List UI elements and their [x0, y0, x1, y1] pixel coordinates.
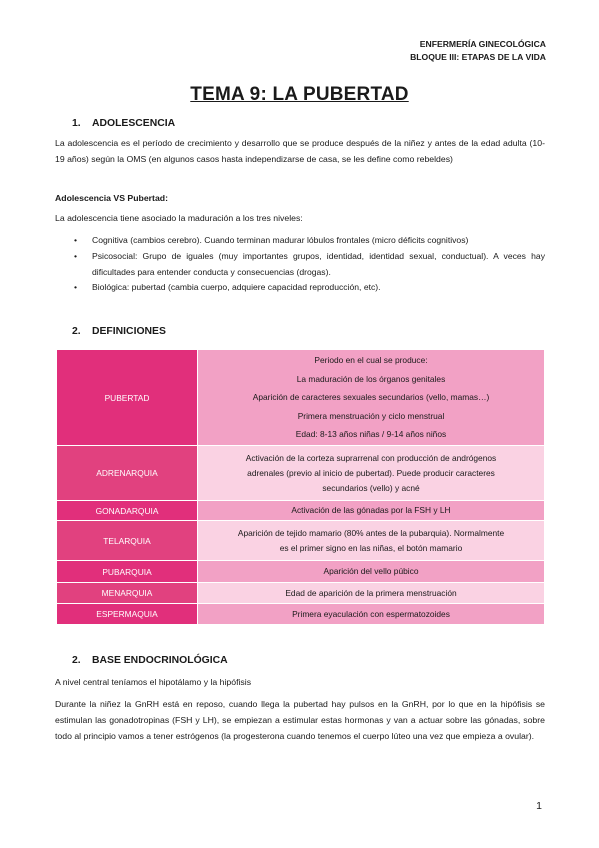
section-number: 2.	[72, 326, 81, 337]
definition-line: secundarios (vello) y acné	[322, 482, 420, 493]
definition-line: Activación de las gónadas por la FSH y LH	[291, 505, 451, 515]
list-item	[72, 233, 545, 249]
definition-line: Activación de la corteza suprarrenal con producción de andrógenos	[245, 452, 497, 463]
bullet-icon: •	[74, 282, 78, 293]
header-subject: ENFERMERÍA GINECOLÓGICA	[419, 39, 546, 49]
definition-cell	[198, 583, 545, 604]
definitions-table	[56, 349, 545, 625]
bullet-icon: •	[74, 250, 78, 261]
header-block: BLOQUE III: ETAPAS DE LA VIDA	[410, 51, 546, 62]
section-heading-adolescencia	[72, 118, 175, 129]
adolescencia-paragraph: La adolescencia es el período de crecimiento y desarrollo que se produce después de la niñez y antes de la edad adulta (10-19 años) según la OMS (en algunos casos hasta independizarse de casa, se les define como rebeldes)	[55, 138, 545, 164]
adolescencia-intro: La adolescencia tiene asociado la maduración a los tres niveles:	[55, 213, 303, 223]
table-row	[57, 521, 545, 561]
table-row	[57, 446, 545, 501]
endocrine-paragraph: Durante la niñez la GnRH está en reposo, cuando llega la pubertad hay pulsos en la GnRH, por lo que en la hipófisis se estimulan las gonadotropinas (FSH y LH), se empiezan a estimular estas hormonas y van a actuar sobre las gónadas, sobre todo al principio vamos a tener estrógenos (la progesterona cuando tenemos el cuerpo lúteo una vez que empieza a ovular).	[55, 699, 545, 741]
endocrine-intro: A nivel central teníamos el hipotálamo y la hipófisis	[55, 677, 252, 687]
definition-line: Aparición de tejido mamario (80% antes de la pubarquia). Normalmente	[237, 527, 505, 538]
term-cell: PUBARQUIA	[57, 561, 198, 583]
list-item	[72, 249, 545, 281]
definition-cell	[198, 604, 545, 625]
definition-line: Aparición del vello púbico	[323, 566, 419, 576]
definition-line: Primera eyaculación con espermatozoides	[292, 608, 450, 619]
section-heading-definiciones	[72, 326, 166, 337]
term-cell: GONADARQUIA	[57, 501, 198, 521]
definition-line: La maduración de los órganos genitales	[296, 373, 446, 384]
adolescencia-vs-pubertad-label: Adolescencia VS Pubertad:	[55, 193, 168, 203]
definition-cell	[198, 446, 545, 501]
term-cell: ADRENARQUIA	[57, 446, 198, 501]
section-number: 2.	[72, 655, 81, 666]
page-title: TEMA 9: LA PUBERTAD	[190, 84, 409, 105]
term-cell: TELARQUIA	[57, 521, 198, 561]
list-item-text: Biológica: pubertad (cambia cuerpo, adquiere capacidad reproducción, etc).	[92, 282, 381, 293]
list-item-text: Psicosocial: Grupo de iguales (muy importantes grupos, identidad, identidad sexual, conductual). A veces hay dificultades para entender conducta y consecuencias (drogas).	[92, 250, 545, 277]
list-item-text: Cognitiva (cambios cerebro). Cuando terminan madurar lóbulos frontales (micro déficits cognitivos)	[92, 235, 469, 245]
definition-cell	[198, 501, 545, 521]
definition-line: Aparición de caracteres sexuales secundarios (vello, mamas…)	[252, 392, 490, 403]
term-cell: MENARQUIA	[57, 583, 198, 604]
definition-line: Primera menstruación y ciclo menstrual	[297, 410, 445, 421]
table-row	[57, 350, 545, 446]
definition-cell	[198, 561, 545, 583]
definition-line: es el primer signo en las niñas, el botón mamario	[279, 542, 463, 553]
table-row	[57, 583, 545, 604]
section-title: DEFINICIONES	[92, 326, 166, 337]
maturation-levels-list	[72, 233, 545, 296]
section-title: ADOLESCENCIA	[92, 118, 176, 129]
page-number: 1	[536, 800, 542, 812]
bullet-icon: •	[74, 235, 78, 245]
term-cell: ESPERMAQUIA	[57, 604, 198, 625]
definition-line: Edad: 8-13 años niñas / 9-14 años niños	[295, 429, 447, 440]
definition-line: adrenales (previo al inicio de pubertad). Puede producir caracteres	[247, 467, 495, 478]
section-title: BASE ENDOCRINOLÓGICA	[92, 655, 228, 666]
list-item	[72, 280, 545, 296]
definition-line: Periodo en el cual se produce:	[314, 355, 428, 366]
definition-line: Edad de aparición de la primera menstruación	[285, 587, 457, 598]
section-number: 1.	[72, 118, 81, 129]
term-cell: PUBERTAD	[57, 350, 198, 446]
definition-cell	[198, 350, 545, 446]
section-heading-base-endocrinologica	[72, 655, 228, 666]
document-header	[410, 38, 546, 63]
table-row	[57, 501, 545, 521]
table-row	[57, 604, 545, 625]
table-row	[57, 561, 545, 583]
definition-cell	[198, 521, 545, 561]
